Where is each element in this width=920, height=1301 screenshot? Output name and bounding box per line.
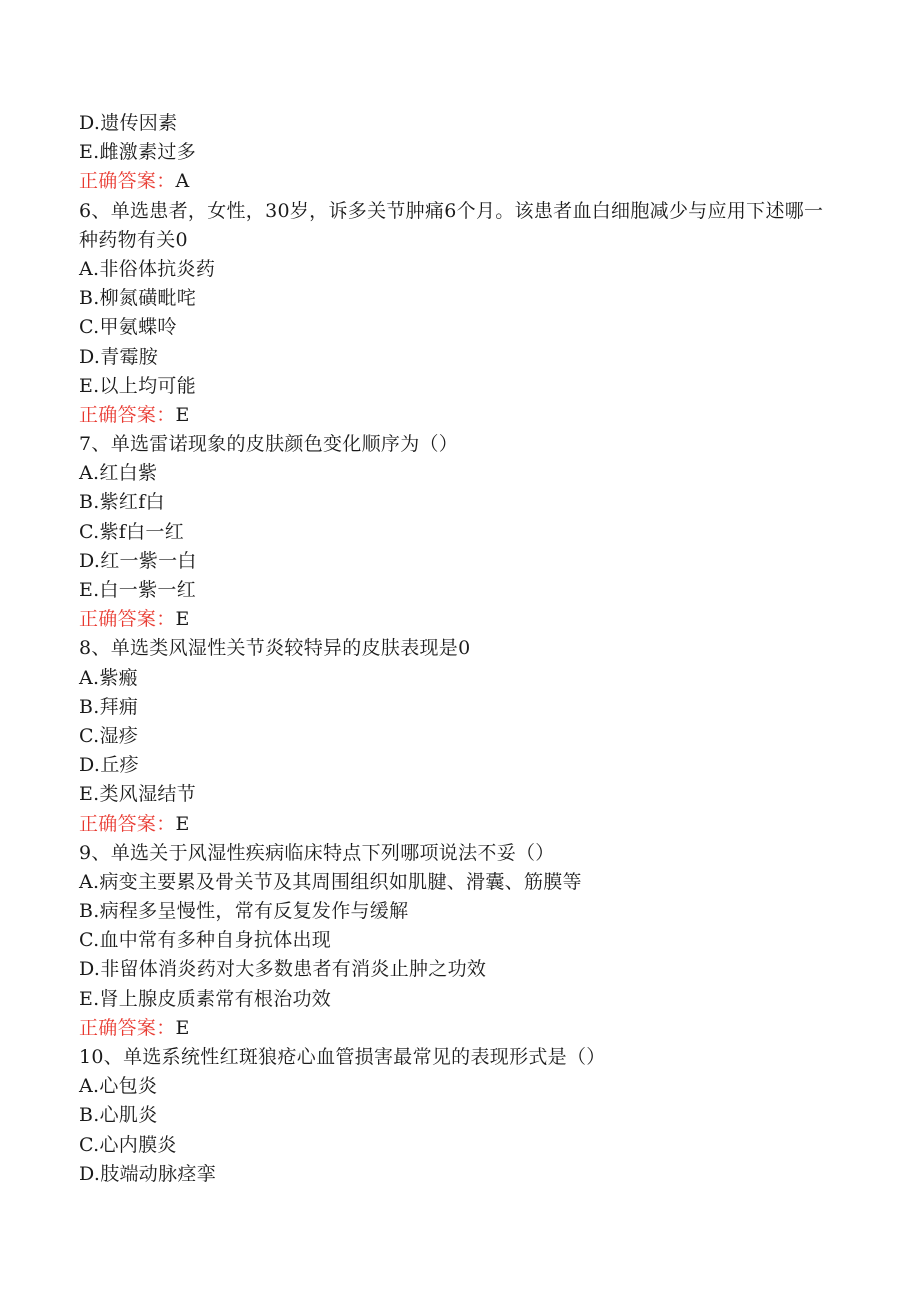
answer-value: E	[175, 812, 190, 835]
answer-line	[79, 605, 859, 634]
answer-label: 正确答案：	[79, 608, 176, 631]
option-line: E.以上均可能	[79, 374, 197, 397]
answer-label: 正确答案：	[79, 1016, 176, 1039]
question-stem: 6、单选患者，女性，30岁，诉多关节肿痛6个月。该患者血白细胞减少与应用下述哪一种药物有关0	[79, 199, 824, 251]
option-line: E.类风湿结节	[79, 783, 197, 806]
question-list	[79, 109, 859, 1189]
answer-value: A	[175, 170, 190, 193]
option-line: C.甲氨蝶呤	[79, 316, 177, 339]
answer-value: E	[175, 1016, 190, 1039]
answer-line	[79, 167, 859, 196]
option-line: A.红白紫	[79, 462, 158, 485]
answer-line	[79, 401, 859, 430]
question-stem: 9、单选关于风湿性疾病临床特点下列哪项说法不妥（）	[79, 841, 555, 864]
option-line: C.心内膜炎	[79, 1133, 177, 1156]
option-line: D.红一紫一白	[79, 549, 197, 572]
option-line: E.肾上腺皮质素常有根治功效	[79, 987, 332, 1010]
answer-label: 正确答案：	[79, 812, 176, 835]
option-line: D.遗传因素	[79, 112, 178, 134]
option-line: A.病变主要累及骨关节及其周围组织如肌腱、滑囊、筋膜等	[79, 870, 582, 893]
question-stem: 7、单选雷诺现象的皮肤颜色变化顺序为（）	[79, 433, 459, 456]
option-line: C.紫f白一红	[79, 520, 185, 543]
option-line: D.丘疹	[79, 754, 139, 777]
option-line: A.心包炎	[79, 1075, 158, 1098]
answer-value: E	[175, 403, 190, 426]
answer-label: 正确答案：	[79, 403, 176, 426]
option-line: A.紫瘢	[79, 666, 138, 689]
option-line: C.湿疹	[79, 724, 139, 747]
option-line: B.柳氮磺毗咤	[79, 287, 197, 310]
option-line: B.拜痈	[79, 695, 139, 718]
option-line: C.血中常有多种自身抗体出现	[79, 929, 332, 952]
option-line: B.心肌炎	[79, 1104, 158, 1127]
option-line: E.雌激素过多	[79, 141, 197, 164]
option-line: D.非留体消炎药对大多数患者有消炎止肿之功效	[79, 958, 487, 981]
option-line: B.病程多呈慢性，常有反复发作与缓解	[79, 900, 409, 923]
option-line: B.紫红f白	[79, 491, 165, 514]
question-stem: 8、单选类风湿性关节炎较特异的皮肤表现是0	[79, 637, 471, 660]
question-stem: 10、单选系统性红斑狼疮心血管损害最常见的表现形式是（）	[79, 1046, 606, 1069]
option-line: D.肢端动脉痉挛	[79, 1162, 216, 1185]
answer-line	[79, 1014, 859, 1043]
answer-label: 正确答案：	[79, 170, 176, 193]
answer-line	[79, 810, 859, 839]
option-line: A.非俗体抗炎药	[79, 257, 216, 280]
option-line: D.青霉胺	[79, 345, 159, 368]
answer-value: E	[175, 608, 190, 631]
option-line: E.白一紫一红	[79, 579, 197, 602]
